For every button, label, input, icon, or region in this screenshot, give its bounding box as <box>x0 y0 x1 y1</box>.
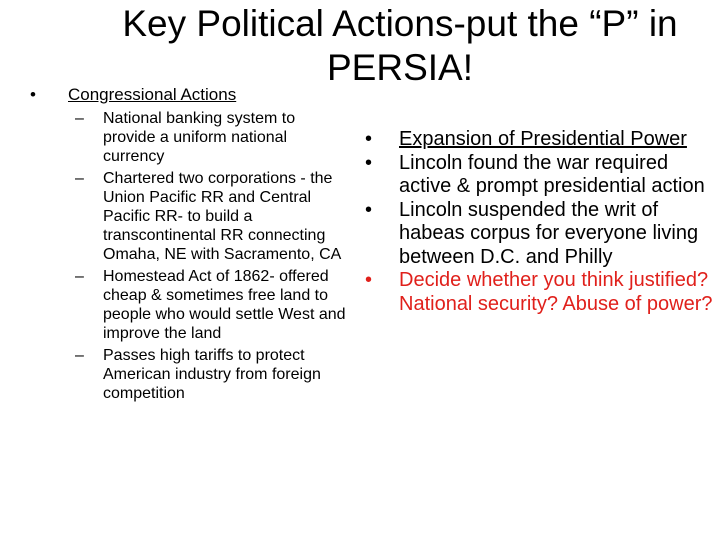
list-item-expansion <box>356 128 716 152</box>
list-item <box>30 267 350 343</box>
dash-icon: – <box>75 347 84 364</box>
list-item <box>30 346 350 403</box>
congressional-actions-list <box>30 109 350 403</box>
list-item-text: Expansion of Presidential Power <box>399 128 687 150</box>
list-item <box>30 169 350 264</box>
congressional-actions-heading <box>30 84 350 105</box>
list-item-text: National banking system to provide a uniform national currency <box>103 110 296 165</box>
list-item-habeas-corpus <box>356 199 716 270</box>
slide-title: Key Political Actions-put the “P” in PERSIA! <box>122 3 678 88</box>
list-item-decide <box>356 269 716 316</box>
list-item-war-action <box>356 152 716 199</box>
bullet-icon: • <box>365 128 373 150</box>
dash-icon: – <box>75 268 84 285</box>
list-item <box>30 109 350 166</box>
list-item-text: Homestead Act of 1862- offered cheap & sometimes free land to people who would settle West and improve the land <box>103 268 346 342</box>
dash-icon: – <box>75 110 84 127</box>
bullet-icon: • <box>365 151 373 174</box>
list-item-text: Lincoln found the war required active & prompt presidential action <box>399 151 705 197</box>
bullet-icon: • <box>365 198 373 221</box>
heading-label: Congressional Actions <box>68 85 237 104</box>
dash-icon: – <box>75 170 84 187</box>
right-column-list <box>356 128 716 316</box>
bullet-icon: • <box>365 269 373 291</box>
left-column <box>30 84 350 406</box>
list-item-text: Lincoln suspended the writ of habeas corpus for everyone living between D.C. and Philly <box>399 198 699 268</box>
bullet-icon: • <box>30 85 36 104</box>
list-item-text: Chartered two corporations - the Union Pacific RR and Central Pacific RR- to build a transcontinental RR connecting Omaha, NE with Sacramento, CA <box>103 170 342 263</box>
list-item-text: Passes high tariffs to protect American industry from foreign competition <box>103 347 321 402</box>
list-item-text: Decide whether you think justified? National security? Abuse of power? <box>399 269 713 315</box>
